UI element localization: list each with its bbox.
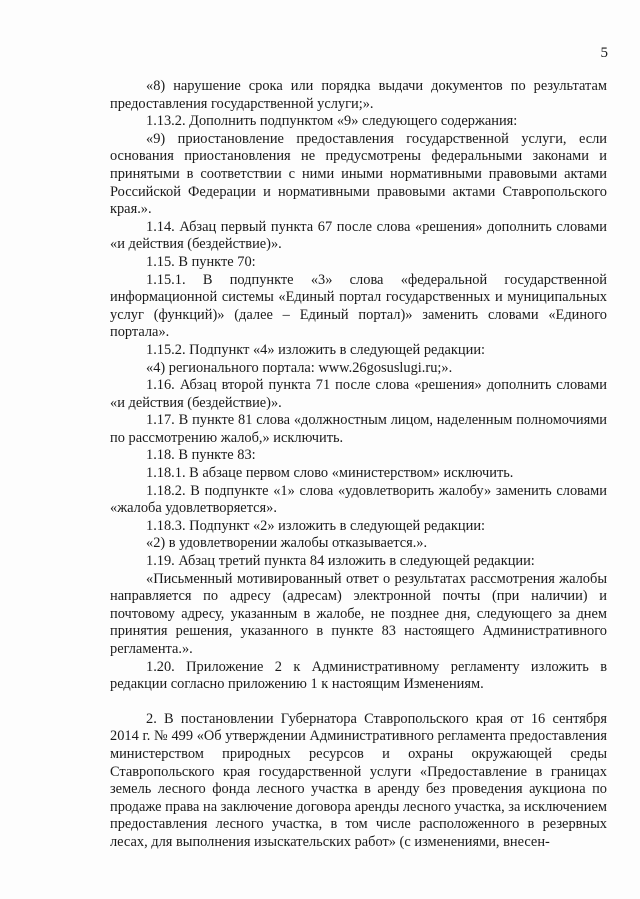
- paragraph: 2. В постановлении Губернатора Ставропольского края от 16 сентября 2014 г. № 499 «Об утверждении Административного регламента предоставления министерством природных ресурсов и охраны окружающей среды Ставропольского края государственной услуги «Предоставление в границах земель лесного фонда лесного участка в аренду без проведения аукциона по продаже права на заключение договора аренды лесного участка, за исключением предоставления лесного участка, в том числе расположенного в резервных лесах, для выполнения изыскательских работ» (с изменениями, внесен-: [110, 710, 607, 850]
- paragraph: «9) приостановление предоставления государственной услуги, если основания приостановления не предусмотрены федеральными законами и принятыми в соответствии с ними иными нормативными правовыми актами Российской Федерации и нормативными правовыми актами Ставропольского края.».: [110, 130, 607, 218]
- paragraph: 1.16. Абзац второй пункта 71 после слова «решения» дополнить словами «и действия (бездействие)».: [110, 377, 607, 411]
- paragraph: 1.18. В пункте 83:: [146, 447, 256, 464]
- paragraph: «2) в удовлетворении жалобы отказывается.».: [146, 535, 428, 552]
- paragraph-gap: [110, 694, 607, 711]
- paragraph: 1.19. Абзац третий пункта 84 изложить в следующей редакции:: [146, 553, 535, 570]
- paragraph: «Письменный мотивированный ответ о результатах рассмотрения жалобы направляется по адресу (адресам) электронной почты (при наличии) и почтовому адресу, указанным в жалобе, не позднее дня, следующего за днем принятия решения, указанного в пункте 83 настоящего Административного регламента.».: [110, 570, 607, 657]
- document-body: [110, 78, 607, 852]
- paragraph: 1.17. В пункте 81 слова «должностным лицом, наделенным полномочиями по рассмотрению жалоб,» исключить.: [110, 412, 607, 446]
- paragraph: 1.15.2. Подпункт «4» изложить в следующей редакции:: [146, 341, 486, 358]
- paragraph: 1.18.1. В абзаце первом слово «министерством» исключить.: [146, 465, 514, 482]
- paragraph: 1.18.3. Подпункт «2» изложить в следующей редакции:: [146, 517, 486, 534]
- paragraph: 1.18.2. В подпункте «1» слова «удовлетворить жалобу» заменить словами «жалоба удовлетворяется».: [110, 482, 607, 517]
- paragraph: «8) нарушение срока или порядка выдачи документов по результатам предоставления государственной услуги;».: [110, 78, 607, 112]
- paragraph: 1.15. В пункте 70:: [146, 253, 256, 270]
- paragraph: «4) регионального портала: www.26gosuslugi.ru;».: [146, 359, 453, 376]
- paragraph: 1.14. Абзац первый пункта 67 после слова «решения» дополнить словами «и действия (бездействие)».: [110, 218, 607, 253]
- paragraph: 1.15.1. В подпункте «3» слова «федеральной государственной информационной системы «Единый портал государственных и муниципальных услуг (функций)» (далее – Единый портал)» заменить словами «Единого портала».: [110, 271, 607, 341]
- page-number: 5: [600, 45, 608, 61]
- paragraph: 1.20. Приложение 2 к Административному регламенту изложить в редакции согласно приложению 1 к настоящим Изменениям.: [110, 658, 607, 693]
- paragraph: 1.13.2. Дополнить подпунктом «9» следующего содержания:: [146, 113, 518, 130]
